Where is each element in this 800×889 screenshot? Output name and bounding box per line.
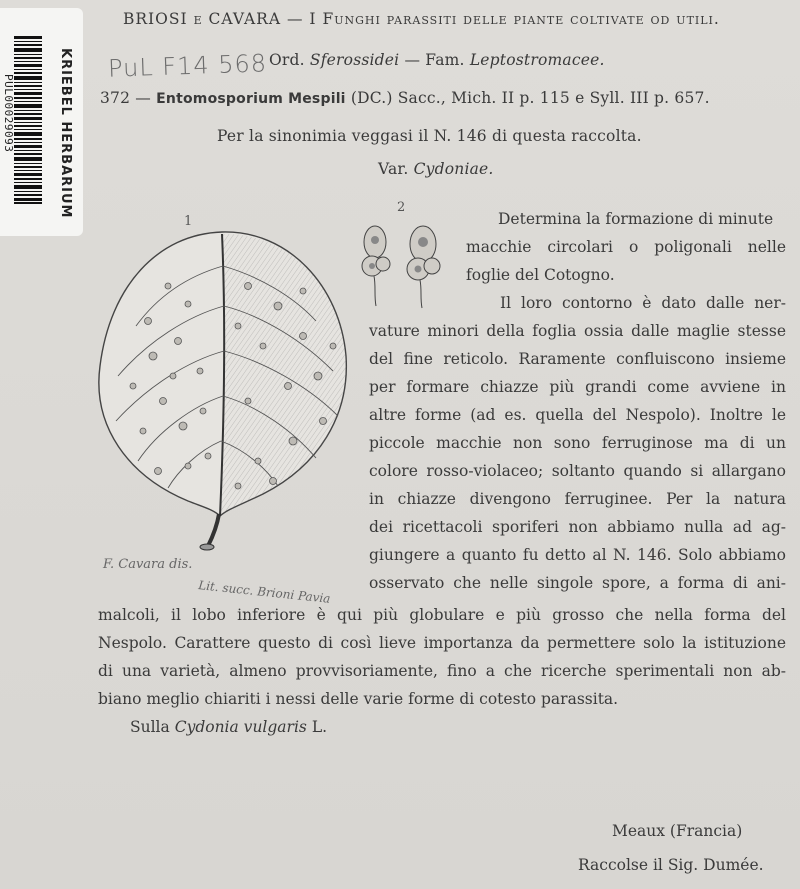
body-line: foglie del Cotogno. xyxy=(466,266,615,284)
page-header xyxy=(123,10,720,28)
series-title: I Funghi parassiti delle piante coltivate od utili. xyxy=(309,10,720,28)
body-line: del fine reticolo. Raramente confluiscono insieme xyxy=(369,350,786,368)
body-line: vature minori della foglia ossia dalle maglie stesse xyxy=(369,322,786,340)
family-name: Leptostromacee. xyxy=(469,51,605,69)
variety-line xyxy=(378,160,494,178)
variety-name: Cydoniae. xyxy=(413,160,494,178)
body-line: dei ricettacoli sporiferi non abbiamo nulla ad ag- xyxy=(369,518,786,536)
body-line: biano meglio chiariti i nessi delle varie forme di cotesto parassita. xyxy=(98,690,619,708)
body-line: malcoli, il lobo inferiore è qui più globulare e più grosso che nella forma del xyxy=(98,606,786,624)
header-dash: — xyxy=(286,10,304,28)
leaf-illustration xyxy=(88,226,353,556)
author-cavara: CAVARA xyxy=(208,10,282,28)
body-line: di una varietà, almeno provvisoriamente, fino a che ricerche sperimentali non ab- xyxy=(98,662,786,680)
figure-1-number: 1 xyxy=(184,214,193,229)
species-line xyxy=(100,89,710,107)
host-line xyxy=(130,718,327,736)
specimen-code: PUL00029093 xyxy=(2,74,15,153)
handwritten-accession: PuL F14 568 xyxy=(107,49,268,83)
barcode xyxy=(14,36,42,204)
host-author: L. xyxy=(311,718,328,736)
spore-illustration xyxy=(350,214,460,310)
body-line: Il loro contorno è dato dalle ner- xyxy=(500,294,786,312)
variety-label: Var. xyxy=(378,160,409,178)
body-line: giungere a quanto fu detto al N. 146. Solo abbiamo xyxy=(369,546,786,564)
engraver-credit: Lit. succ. Brioni Pavia xyxy=(197,578,332,606)
author-conjunction: e xyxy=(193,10,203,28)
herbarium-label xyxy=(0,8,83,236)
order-name: Sferossidei xyxy=(309,51,400,69)
locality: Meaux (Francia) xyxy=(612,822,743,840)
order-family-line xyxy=(269,51,605,69)
species-name: Entomosporium Mespili xyxy=(156,91,346,107)
collector: Raccolse il Sig. Dumée. xyxy=(578,856,764,874)
species-citation: (DC.) Sacc., Mich. II p. 115 e Syll. III p. 657. xyxy=(350,89,710,107)
host-prefix: Sulla xyxy=(130,718,170,736)
body-line: altre forme (ad es. quella del Nespolo). Inoltre le xyxy=(369,406,786,424)
body-line: colore rosso-violaceo; soltanto quando si allargano xyxy=(369,462,786,480)
body-line: in chiazze divengono ferruginee. Per la natura xyxy=(369,490,786,508)
host-name: Cydonia vulgaris xyxy=(174,718,307,736)
body-line: osservato che nelle singole spore, a forma di ani- xyxy=(369,574,786,592)
body-line: piccole macchie non sono ferruginose ma di un xyxy=(369,434,786,452)
body-line: per formare chiazze più grandi come avviene in xyxy=(369,378,786,396)
species-number: 372 — xyxy=(100,89,152,107)
herbarium-name: KRIEBEL HERBARIUM xyxy=(58,48,73,219)
author-briosi: BRIOSI xyxy=(123,10,188,28)
figure-2-number: 2 xyxy=(397,200,406,215)
synonymy-note: Per la sinonimia veggasi il N. 146 di questa raccolta. xyxy=(217,127,642,145)
order-label: Ord. xyxy=(269,51,305,69)
body-line: Determina la formazione di minute xyxy=(498,210,774,228)
order-sep: — xyxy=(404,51,421,69)
body-line: Nespolo. Carattere questo di così lieve importanza da permettere solo la istituzione xyxy=(98,634,786,652)
artist-credit: F. Cavara dis. xyxy=(103,557,193,572)
family-label: Fam. xyxy=(425,51,465,69)
body-line: macchie circolari o poligonali nelle xyxy=(466,238,786,256)
